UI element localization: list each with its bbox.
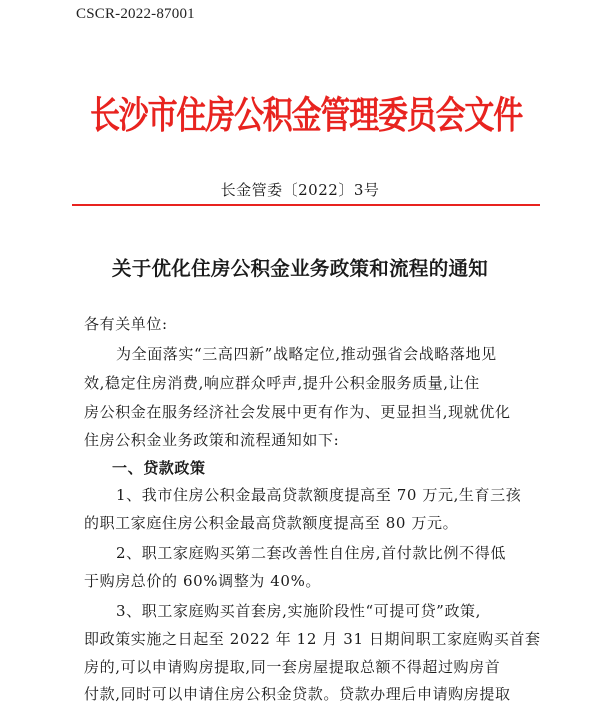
salutation: 各有关单位: — [84, 315, 168, 333]
paragraph-line: 的职工家庭住房公积金最高贷款额度提高至 80 万元。 — [84, 514, 459, 532]
paragraph-line: 房的,可以申请购房提取,同一套房屋提取总额不得超过购房首 — [84, 658, 501, 676]
section-heading-loan-policy: 一、贷款政策 — [112, 459, 206, 477]
paragraph-line: 房公积金在服务经济社会发展中更有作为、更显担当,现就优化 — [84, 403, 511, 421]
paragraph-line: 为全面落实“三高四新”战略定位,推动强省会战略落地见 — [116, 345, 497, 363]
document-number: 长金管委〔2022〕3号 — [220, 181, 380, 199]
red-separator-line — [72, 204, 540, 206]
paragraph-line: 付款,同时可以申请住房公积金贷款。贷款办理后申请购房提取 — [84, 685, 511, 703]
issuer-header-title: 长沙市住房公积金管理委员会文件 — [90, 94, 522, 138]
paragraph-line: 即政策实施之日起至 2022 年 12 月 31 日期间职工家庭购买首套 — [84, 630, 541, 648]
paragraph-line: 1、我市住房公积金最高贷款额度提高至 70 万元,生育三孩 — [116, 486, 522, 504]
paragraph-line: 住房公积金业务政策和流程通知如下: — [84, 431, 340, 449]
notice-title: 关于优化住房公积金业务政策和流程的通知 — [111, 257, 489, 280]
paragraph-line: 于购房总价的 60%调整为 40%。 — [84, 572, 322, 590]
paragraph-line: 3、职工家庭购买首套房,实施阶段性“可提可贷”政策, — [116, 602, 482, 620]
paragraph-line: 效,稳定住房消费,响应群众呼声,提升公积金服务质量,让住 — [84, 374, 480, 392]
paragraph-line: 2、职工家庭购买第二套改善性自住房,首付款比例不得低 — [116, 544, 506, 562]
document-code: CSCR-2022-87001 — [76, 6, 195, 22]
